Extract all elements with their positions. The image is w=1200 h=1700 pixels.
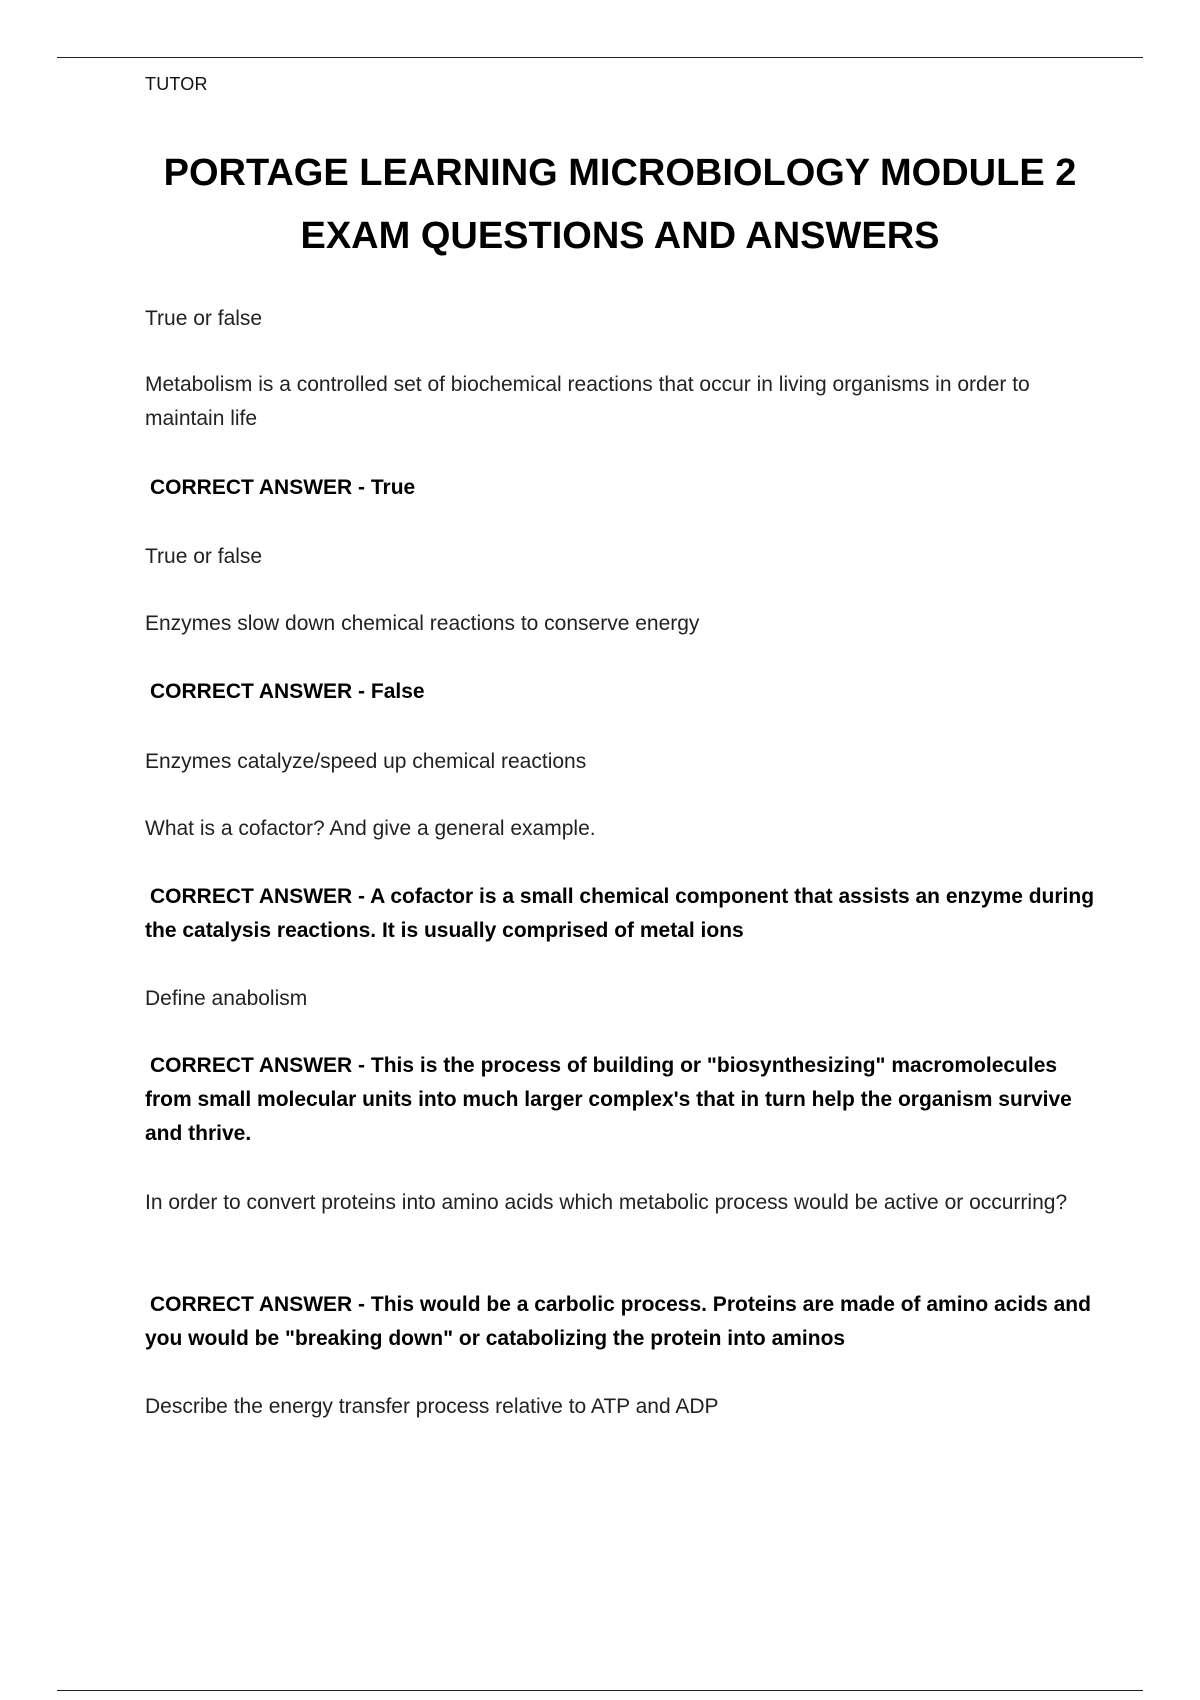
question-text: What is a cofactor? And give a general example.	[145, 817, 596, 840]
correct-answer: CORRECT ANSWER - This would be a carbolic process. Proteins are made of amino acids and you would be "breaking down" or catabolizing the protein into aminos	[145, 1293, 1091, 1350]
correct-answer: CORRECT ANSWER - This is the process of building or "biosynthesizing" macromolecules from small molecular units into much larger complex's that in turn help the organism survive and thrive.	[145, 1054, 1072, 1145]
title-line-2: EXAM QUESTIONS AND ANSWERS	[300, 215, 940, 257]
title-line-1: PORTAGE LEARNING MICROBIOLOGY MODULE 2	[163, 152, 1077, 194]
document-title	[140, 142, 1100, 268]
header-label: TUTOR	[145, 74, 208, 94]
question-text: Enzymes slow down chemical reactions to conserve energy	[145, 612, 700, 635]
bottom-rule	[57, 1690, 1143, 1691]
question-text: Define anabolism	[145, 987, 308, 1010]
question-type: True or false	[145, 545, 263, 568]
answer-explanation: Enzymes catalyze/speed up chemical reactions	[145, 750, 587, 773]
correct-answer: CORRECT ANSWER - A cofactor is a small chemical component that assists an enzyme during the catalysis reactions. It is usually comprised of metal ions	[145, 885, 1095, 942]
top-rule	[57, 57, 1143, 58]
correct-answer: CORRECT ANSWER - False	[150, 680, 425, 703]
correct-answer: CORRECT ANSWER - True	[150, 476, 416, 499]
question-text: Metabolism is a controlled set of biochemical reactions that occur in living organisms in order to maintain life	[145, 373, 1030, 430]
question-text: Describe the energy transfer process relative to ATP and ADP	[145, 1395, 719, 1418]
question-type: True or false	[145, 307, 263, 330]
question-text: In order to convert proteins into amino acids which metabolic process would be active or occurring?	[145, 1191, 1068, 1214]
